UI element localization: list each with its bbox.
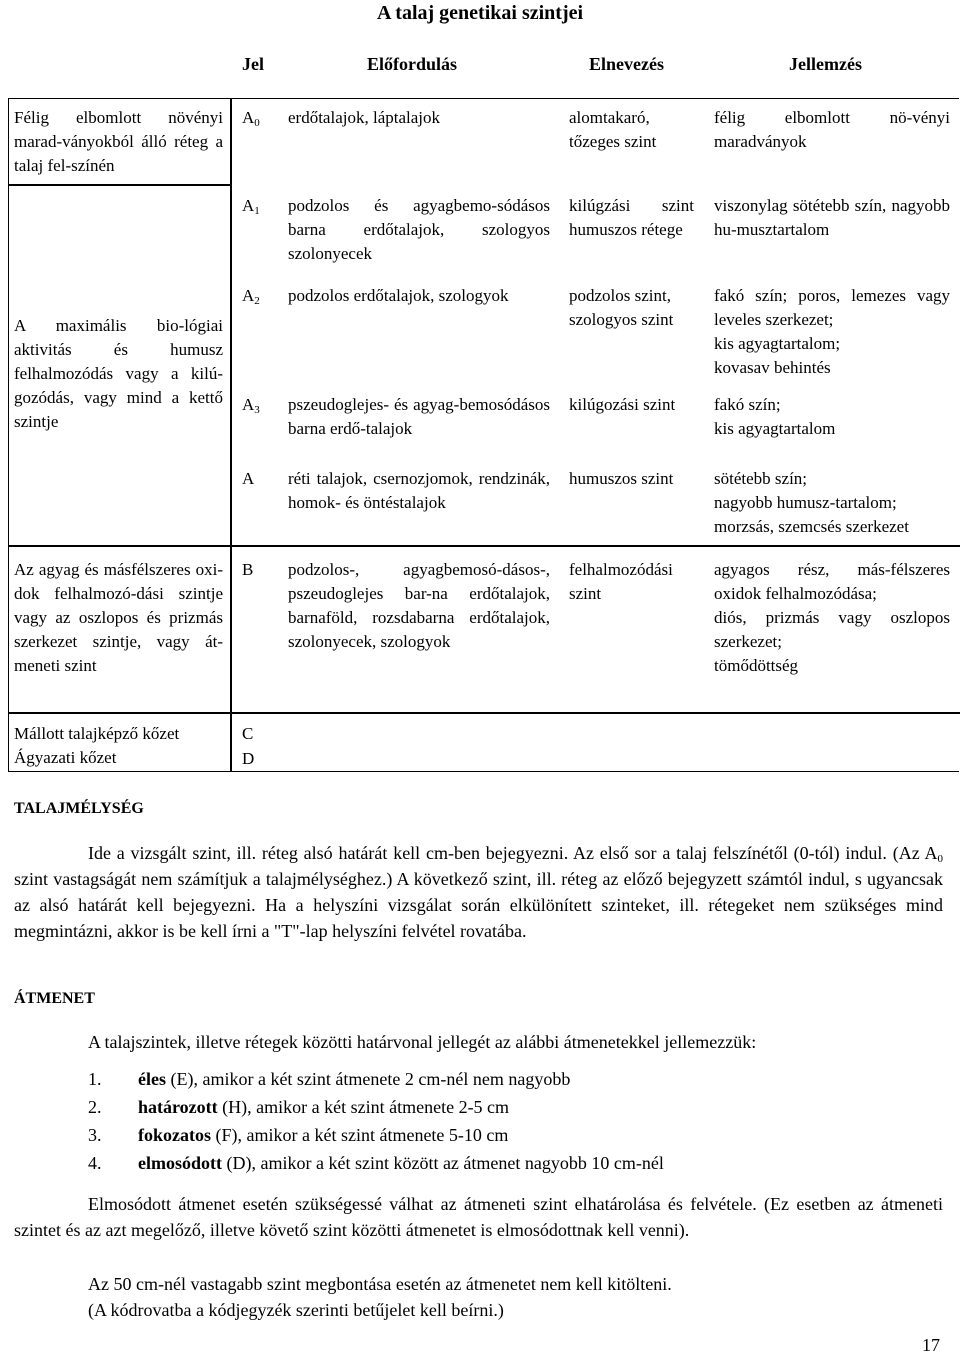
- section-heading-transition: ÁTMENET: [14, 990, 95, 1007]
- desc-a2: [714, 284, 950, 380]
- list-item: 2. határozott (H), amikor a két szint átmenete 2-5 cm: [88, 1097, 510, 1117]
- group-clay-accumulation: Az agyag és másfélszeres oxi-dok felhalmozó-dási szintje vagy az oszlopos és prizmás szerkezet szintje, vagy át-meneti szint: [14, 560, 223, 675]
- code-b: B: [242, 560, 254, 579]
- desc-a-line: sötétebb szín;: [714, 469, 808, 488]
- transition-paragraph: Elmosódott átmenet esetén szükségessé válhat az átmeneti szint elhatárolása és felvétele. (Ez esetben az átmeneti szintet és az azt megelőző, illetve követő szint közötti átmenetet is elmosódottnak kell venni).: [14, 1194, 943, 1240]
- desc-a3-line: fakó szín;: [714, 395, 781, 414]
- desc-b-line: tömődöttség: [714, 656, 799, 675]
- page-number: 17: [922, 1335, 940, 1355]
- table-divider: [230, 98, 232, 771]
- code-a0: $A_0$: [242, 108, 260, 129]
- section-heading-depth: TALAJMÉLYSÉG: [14, 800, 144, 817]
- desc-a-line: morzsás, szemcsés szerkezet: [714, 517, 909, 536]
- table-divider: [8, 545, 960, 547]
- name-a0: alomtakaró, tőzeges szint: [569, 108, 657, 151]
- transition-intro: A talajszintek, illetve rétegek közötti határvonal jellegét az alábbi átmenetekkel jellemezzük:: [88, 1032, 757, 1052]
- occurrence-a3: pszeudoglejes- és agyag-bemosódásos barna erdő-talajok: [288, 395, 550, 438]
- transition-list: [88, 1065, 664, 1177]
- header-elnevezes: Elnevezés: [589, 54, 664, 74]
- code-a3: $A_3$: [242, 395, 260, 416]
- desc-a2-line: kis agyagtartalom;: [714, 334, 841, 353]
- code-a1: $A_1$: [242, 196, 260, 217]
- desc-a: [714, 467, 954, 539]
- list-item: 1. éles (E), amikor a két szint átmenete 2 cm-nél nem nagyobb: [88, 1069, 571, 1089]
- group-biologic-activity: A maximális bio-lógiai aktivitás és humusz felhalmozódás vagy a kilú-gozódás, vagy mind a kettő szintje: [14, 316, 223, 431]
- occurrence-a0: erdőtalajok, láptalajok: [288, 108, 440, 127]
- transition-note: Az 50 cm-nél vastagabb szint megbontása esetén az átmenetet nem kell kitölteni.: [88, 1274, 672, 1294]
- code-a2: $A_2$: [242, 286, 260, 307]
- occurrence-a: réti talajok, csernozjomok, rendzinák, homok- és öntéstalajok: [288, 469, 550, 512]
- name-a2: podzolos szint, szologyos szint: [569, 286, 674, 329]
- group-organic-layer: Félig elbomlott növényi marad-ványokból álló réteg a talaj fel-színén: [14, 108, 223, 175]
- occurrence-a2: podzolos erdőtalajok, szologyok: [288, 286, 509, 305]
- code-c: C: [242, 724, 254, 743]
- depth-subscript: 0: [937, 853, 943, 865]
- desc-b: [714, 558, 950, 678]
- transition-note: (A kódrovatba a kódjegyzék szerinti betűjelet kell beírni.): [88, 1300, 504, 1320]
- desc-b-line: diós, prizmás vagy oszlopos szerkezet;: [714, 608, 950, 651]
- list-item: 3. fokozatos (F), amikor a két szint átmenete 5-10 cm: [88, 1125, 509, 1145]
- desc-a1: viszonylag sötétebb szín, nagyobb hu-musztartalom: [714, 196, 950, 239]
- desc-a3-line: kis agyagtartalom: [714, 419, 836, 438]
- name-a1: kilúgzási szint humuszos rétege: [569, 196, 694, 239]
- header-jel: Jel: [242, 54, 264, 74]
- table-divider: [8, 184, 231, 186]
- name-a: humuszos szint: [569, 469, 674, 488]
- occurrence-a1: podzolos és agyagbemo-sódásos barna erdőtalajok, szologyos szolonyecek: [288, 196, 550, 263]
- code-d: D: [242, 749, 255, 768]
- desc-b-line: agyagos rész, más-félszeres oxidok felhalmozódása;: [714, 560, 950, 603]
- desc-a0: félig elbomlott nö-vényi maradványok: [714, 108, 950, 151]
- desc-a2-line: kovasav behintés: [714, 358, 831, 377]
- page-title: A talaj genetikai szintjei: [376, 2, 584, 24]
- occurrence-b: podzolos-, agyagbemosó-dásos-, pszeudoglejes bar-na erdőtalajok, barnaföld, rozsdabarna erdőtalajok, szolonyecek, szologyok: [288, 560, 550, 651]
- depth-text: Ide a vizsgált szint, ill. réteg alsó határát kell cm-ben bejegyezni. Az első sor a talaj felszínétől (0-tól) indul. (Az A: [88, 843, 938, 863]
- group-bedrock: Ágyazati kőzet: [14, 748, 117, 767]
- header-elofordulas: Előfordulás: [367, 54, 458, 74]
- name-b: felhalmozódási szint: [569, 560, 673, 603]
- depth-paragraph: [14, 840, 943, 944]
- group-weathered-rock: Mállott talajképző kőzet: [14, 724, 180, 743]
- desc-a3: [714, 393, 950, 441]
- table-divider: [8, 712, 960, 714]
- list-item: 4. elmosódott (D), amikor a két szint között az átmenet nagyobb 10 cm-nél: [88, 1153, 664, 1173]
- depth-text: szint vastagságát nem számítjuk a talajmélységhez.) A következő szint, ill. réteg az előző bejegyzett számtól indul, s ugyancsak az alsó határát kell bejegyezni. Ha a helyszíni vizsgálat során elkülönített szinteket, ill. rétegeket nem szükséges mind megmintázni, akkor is be kell írni a "T"-lap helyszíni felvétel rovatába.: [14, 869, 943, 941]
- name-a3: kilúgozási szint: [569, 395, 676, 414]
- desc-a-line: nagyobb humusz-tartalom;: [714, 493, 897, 512]
- code-a: A: [242, 469, 255, 488]
- header-jellemzes: Jellemzés: [789, 54, 862, 74]
- desc-a2-line: fakó szín; poros, lemezes vagy leveles szerkezet;: [714, 286, 950, 329]
